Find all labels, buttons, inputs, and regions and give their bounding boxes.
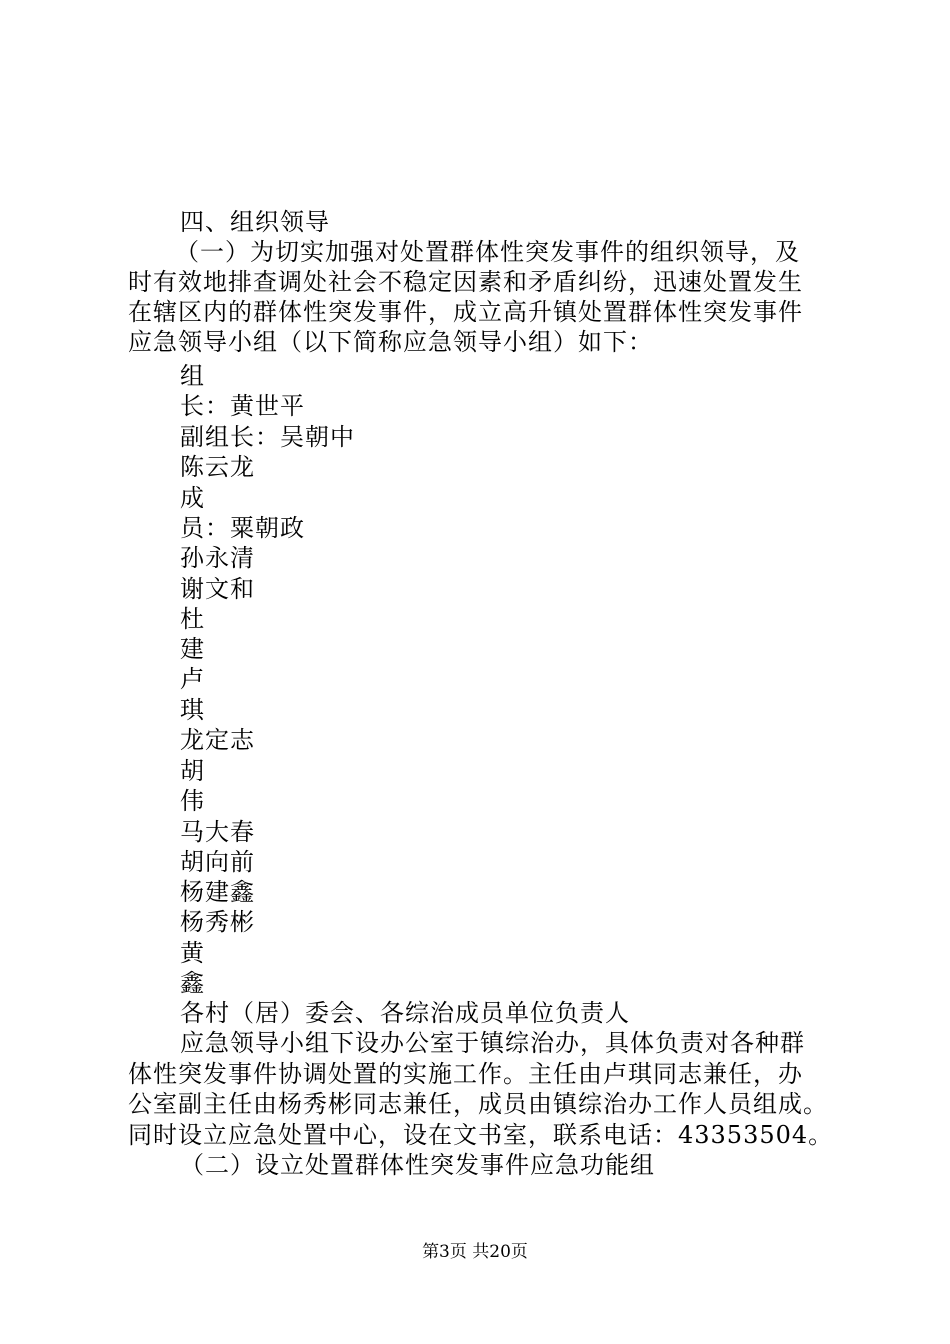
list-item: 琪 <box>180 696 205 724</box>
list-item: 副组长：吴朝中 <box>180 423 355 451</box>
paragraph-line: 在辖区内的群体性突发事件，成立高升镇处置群体性突发事件 <box>128 298 803 326</box>
list-item: 成 <box>180 484 205 512</box>
list-item: 各村（居）委会、各综治成员单位负责人 <box>180 999 630 1027</box>
paragraph-line: （一）为切实加强对处置群体性突发事件的组织领导，及 <box>175 238 800 266</box>
paragraph-line: 应急领导小组（以下简称应急领导小组）如下： <box>128 328 653 356</box>
subsection-heading: （二）设立处置群体性突发事件应急功能组 <box>180 1151 655 1179</box>
paragraph-line: 公室副主任由杨秀彬同志兼任，成员由镇综治办工作人员组成。 <box>128 1090 828 1118</box>
list-item: 杨秀彬 <box>180 908 255 936</box>
page-footer: 第3页 共20页 <box>422 1242 528 1262</box>
list-item: 卢 <box>180 665 205 693</box>
list-item: 龙定志 <box>180 726 255 754</box>
list-item: 谢文和 <box>180 575 255 603</box>
paragraph-line: 应急领导小组下设办公室于镇综治办，具体负责对各种群 <box>180 1029 805 1057</box>
paragraph-line: 时有效地排查调处社会不稳定因素和矛盾纠纷，迅速处置发生 <box>128 268 803 296</box>
list-item: 黄 <box>180 939 205 967</box>
list-item: 杨建鑫 <box>180 878 255 906</box>
list-item: 鑫 <box>180 969 205 997</box>
list-item: 组 <box>180 362 205 390</box>
list-item: 员：粟朝政 <box>180 514 305 542</box>
list-item: 杜 <box>180 605 205 633</box>
paragraph-line: 体性突发事件协调处置的实施工作。主任由卢琪同志兼任，办 <box>128 1060 803 1088</box>
section-heading: 四、组织领导 <box>180 208 330 236</box>
list-item: 长：黄世平 <box>180 392 305 420</box>
list-item: 建 <box>180 635 205 663</box>
list-item: 孙永清 <box>180 544 255 572</box>
list-item: 伟 <box>180 787 205 815</box>
list-item: 胡向前 <box>180 848 255 876</box>
list-item: 陈云龙 <box>180 453 255 481</box>
list-item: 马大春 <box>180 818 255 846</box>
paragraph-line: 同时设立应急处置中心，设在文书室，联系电话：43353504。 <box>128 1121 834 1149</box>
list-item: 胡 <box>180 757 205 785</box>
